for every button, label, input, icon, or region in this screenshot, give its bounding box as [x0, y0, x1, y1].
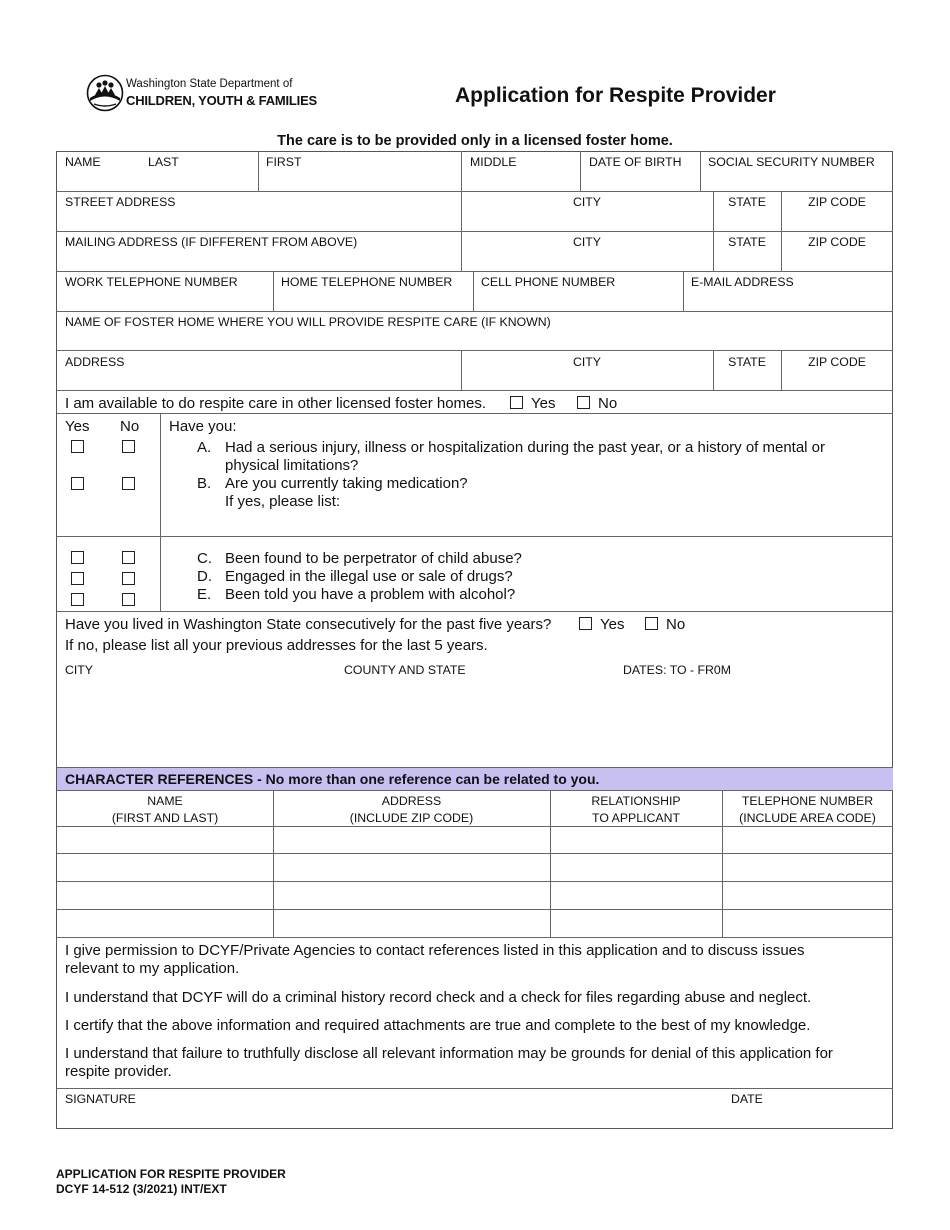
residency-no-checkbox[interactable]	[645, 617, 658, 630]
ssn-label: SOCIAL SECURITY NUMBER	[708, 155, 875, 169]
ref-address-header: ADDRESS	[381, 794, 442, 808]
row-divider	[57, 826, 893, 827]
last-name-label: LAST	[148, 155, 179, 169]
agency-name-line1: Washington State Department of	[126, 78, 293, 90]
ref-name-header: NAME	[147, 794, 183, 808]
availability-no-label: No	[598, 395, 618, 412]
question-a-text-cont: physical limitations?	[225, 457, 359, 474]
question-e-text: Been told you have a problem with alcohol?	[225, 586, 516, 603]
name-label: NAME	[65, 155, 101, 169]
have-you-heading: Have you:	[169, 418, 237, 435]
agency-logo	[86, 73, 318, 113]
row-divider	[57, 853, 893, 854]
question-e-letter: E.	[197, 586, 212, 603]
question-b-letter: B.	[197, 475, 212, 492]
question-c-no-checkbox[interactable]	[122, 551, 135, 564]
foster-address-label: ADDRESS	[65, 355, 125, 369]
row-divider	[57, 271, 893, 272]
mailing-city-label: CITY	[572, 235, 601, 249]
row-divider	[57, 413, 893, 414]
col-divider	[273, 271, 274, 311]
question-b-yes-checkbox[interactable]	[71, 477, 84, 490]
residency-no-label: No	[666, 616, 686, 633]
col-divider	[258, 151, 259, 191]
question-c-letter: C.	[197, 550, 212, 567]
availability-yes-label: Yes	[531, 395, 556, 412]
email-label: E-MAIL ADDRESS	[691, 275, 794, 289]
prev-address-city-label: CITY	[65, 663, 94, 677]
references-heading: CHARACTER REFERENCES - No more than one reference can be related to you.	[65, 771, 600, 787]
foster-state-label: STATE	[728, 355, 766, 369]
question-c-yes-checkbox[interactable]	[71, 551, 84, 564]
dob-label: DATE OF BIRTH	[589, 155, 682, 169]
question-c-text: Been found to be perpetrator of child abuse?	[225, 550, 522, 567]
row-divider	[57, 881, 893, 882]
middle-name-label: MIDDLE	[470, 155, 517, 169]
page-subtitle: The care is to be provided only in a licensed foster home.	[277, 133, 673, 149]
first-name-label: FIRST	[266, 155, 302, 169]
row-divider	[57, 350, 893, 351]
question-a-letter: A.	[197, 439, 212, 456]
page-title: Application for Respite Provider	[455, 84, 776, 107]
prev-address-dates-label: DATES: TO - FR0M	[623, 663, 731, 677]
col-divider	[683, 271, 684, 311]
residency-instruction: If no, please list all your previous addresses for the last 5 years.	[65, 637, 488, 654]
availability-no-checkbox[interactable]	[577, 396, 590, 409]
question-b-text: Are you currently taking medication?	[225, 475, 468, 492]
date-label: DATE	[731, 1092, 763, 1106]
disclosure-statement-cont: respite provider.	[65, 1063, 172, 1080]
mailing-state-label: STATE	[728, 235, 766, 249]
agency-name-line2: CHILDREN, YOUTH & FAMILIES	[126, 93, 318, 108]
form-name: APPLICATION FOR RESPITE PROVIDER	[56, 1167, 286, 1181]
question-a-no-checkbox[interactable]	[122, 440, 135, 453]
background-check-statement: I understand that DCYF will do a criminal history record check and a check for files regarding abuse and neglect.	[65, 989, 812, 1006]
ref-name-subheader: (FIRST AND LAST)	[111, 811, 219, 825]
references-heading-bar	[57, 768, 893, 790]
home-phone-label: HOME TELEPHONE NUMBER	[281, 275, 453, 289]
question-e-yes-checkbox[interactable]	[71, 593, 84, 606]
availability-question: I am available to do respite care in other licensed foster homes.	[65, 395, 487, 412]
question-d-letter: D.	[197, 568, 212, 585]
residency-question: Have you lived in Washington State consecutively for the past five years?	[65, 616, 552, 633]
question-a-yes-checkbox[interactable]	[71, 440, 84, 453]
work-phone-label: WORK TELEPHONE NUMBER	[65, 275, 238, 289]
col-divider	[473, 271, 474, 311]
question-d-yes-checkbox[interactable]	[71, 572, 84, 585]
street-zip-label: ZIP CODE	[808, 195, 866, 209]
row-divider	[57, 191, 893, 192]
street-city-label: CITY	[572, 195, 601, 209]
ref-address-subheader: (INCLUDE ZIP CODE)	[349, 811, 474, 825]
medication-list-prompt: If yes, please list:	[225, 493, 341, 510]
col-divider	[160, 413, 161, 611]
residency-yes-label: Yes	[600, 616, 625, 633]
street-state-label: STATE	[728, 195, 766, 209]
row-divider	[57, 390, 893, 391]
ref-relationship-subheader: TO APPLICANT	[592, 811, 680, 825]
signature-label: SIGNATURE	[65, 1092, 136, 1106]
cell-phone-label: CELL PHONE NUMBER	[481, 275, 616, 289]
prev-address-county-label: COUNTY AND STATE	[344, 663, 466, 677]
question-d-no-checkbox[interactable]	[122, 572, 135, 585]
question-a-text: Had a serious injury, illness or hospitalization during the past year, or a history of mental or	[225, 439, 826, 456]
form-number: DCYF 14-512 (3/2021) INT/EXT	[56, 1182, 227, 1196]
ref-telephone-subheader: (INCLUDE AREA CODE)	[739, 811, 876, 825]
row-divider	[57, 311, 893, 312]
question-b-no-checkbox[interactable]	[122, 477, 135, 490]
row-divider	[57, 1088, 893, 1089]
row-divider	[57, 536, 893, 537]
mailing-address-label: MAILING ADDRESS (IF DIFFERENT FROM ABOVE)	[65, 235, 358, 249]
permission-statement-cont: relevant to my application.	[65, 960, 240, 977]
disclosure-statement: I understand that failure to truthfully disclose all relevant information may be grounds for denial of this application for	[65, 1045, 833, 1062]
certification-statement: I certify that the above information and required attachments are true and complete to the best of my knowledge.	[65, 1017, 811, 1034]
ref-relationship-header: RELATIONSHIP	[591, 794, 681, 808]
foster-city-label: CITY	[572, 355, 601, 369]
foster-zip-label: ZIP CODE	[808, 355, 866, 369]
ref-telephone-header: TELEPHONE NUMBER	[741, 794, 874, 808]
question-d-text: Engaged in the illegal use or sale of drugs?	[225, 568, 513, 585]
row-divider	[57, 611, 893, 612]
row-divider	[57, 231, 893, 232]
row-divider	[57, 790, 893, 791]
availability-yes-checkbox[interactable]	[510, 396, 523, 409]
row-divider	[57, 909, 893, 910]
question-e-no-checkbox[interactable]	[122, 593, 135, 606]
col-divider	[580, 151, 581, 191]
row-divider	[57, 937, 893, 938]
no-column-header: No	[120, 418, 140, 435]
col-divider	[700, 151, 701, 191]
foster-home-label: NAME OF FOSTER HOME WHERE YOU WILL PROVIDE RESPITE CARE (IF KNOWN)	[65, 315, 551, 329]
agency-logo-icon	[86, 74, 124, 112]
yes-column-header: Yes	[65, 418, 90, 435]
col-divider	[461, 151, 462, 191]
permission-statement: I give permission to DCYF/Private Agencies to contact references listed in this application and to discuss issues	[65, 942, 805, 959]
mailing-zip-label: ZIP CODE	[808, 235, 866, 249]
street-address-label: STREET ADDRESS	[65, 195, 176, 209]
residency-yes-checkbox[interactable]	[579, 617, 592, 630]
